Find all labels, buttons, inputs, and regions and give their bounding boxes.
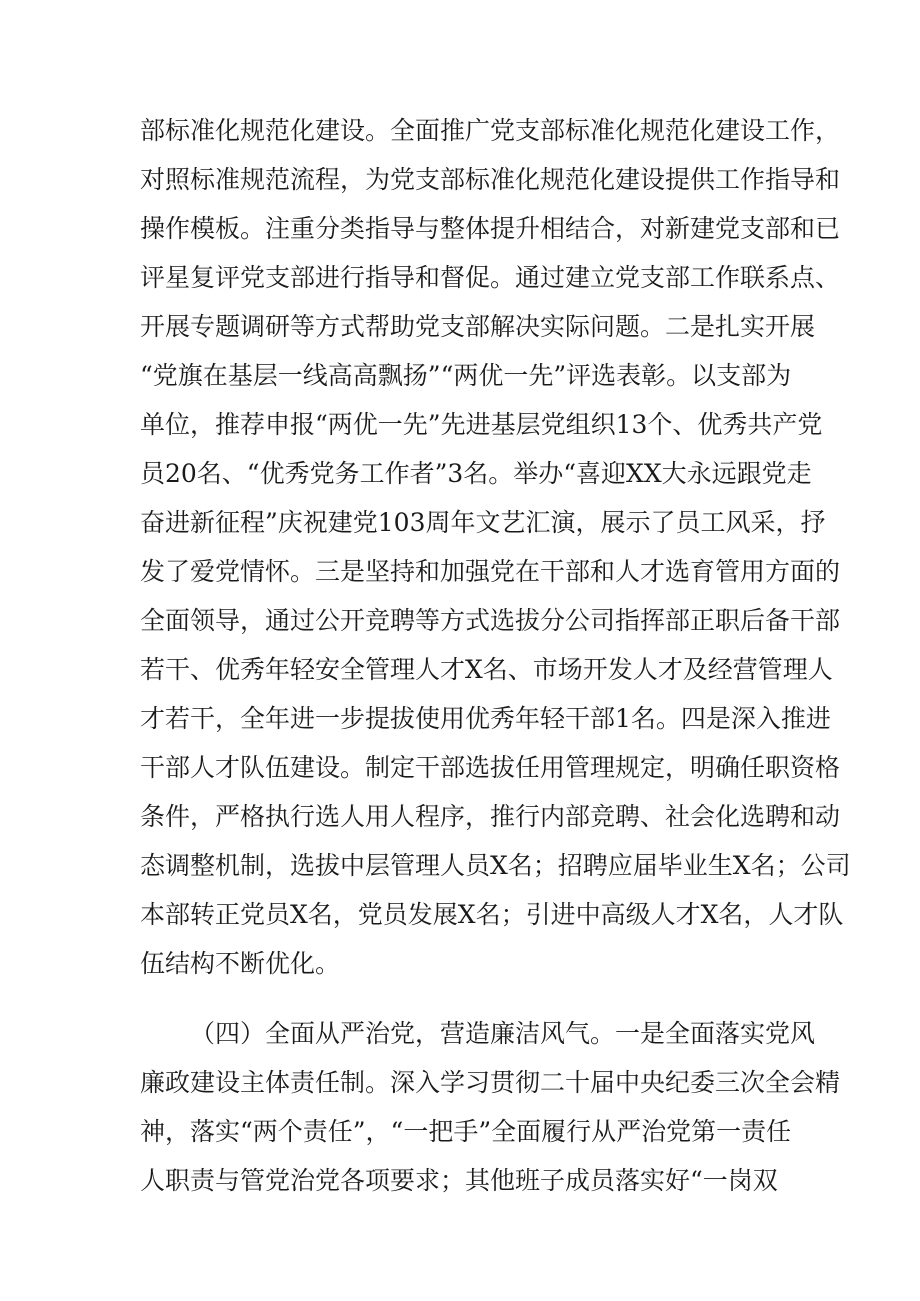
text-line: 部标准化规范化建设。全面推广党支部标准化规范化建设工作， — [140, 116, 841, 145]
text-line: 伍结构不断优化。 — [140, 949, 341, 978]
text-line: 神，落实“两个责任”，“一把手”全面履行从严治党第一责任 — [140, 1117, 792, 1146]
text-line: 单位，推荐申报“两优一先”先进基层党组织13个、优秀共产党 — [140, 410, 823, 439]
text-line: 本部转正党员X名，党员发展X名；引进中高级人才X名，人才队 — [140, 900, 844, 929]
text-line: 态调整机制，选拔中层管理人员X名；招聘应届毕业生X名；公司 — [140, 851, 851, 880]
text-line: 操作模板。注重分类指导与整体提升相结合，对新建党支部和已 — [140, 214, 841, 243]
text-line: 开展专题调研等方式帮助党支部解决实际问题。二是扎实开展 — [140, 312, 816, 341]
paragraph-2 — [140, 1009, 841, 1205]
text-line: “党旗在基层一线高高飘扬”“两优一先”评选表彰。以支部为 — [140, 361, 792, 390]
text-line: 对照标准规范流程，为党支部标准化规范化建设提供工作指导和 — [140, 165, 841, 194]
text-line: 评星复评党支部进行指导和督促。通过建立党支部工作联系点、 — [140, 263, 841, 292]
text-line: 员20名、“优秀党务工作者”3名。举办“喜迎XX大永远跟党走 — [140, 459, 812, 488]
paragraph-1 — [140, 106, 851, 988]
text-line: 奋进新征程”庆祝建党103周年文艺汇演，展示了员工风采，抒 — [140, 508, 826, 537]
body-text — [140, 106, 851, 1205]
text-line: （四）全面从严治党，营造廉洁风气。一是全面落实党风 — [190, 1019, 816, 1048]
text-line: 条件，严格执行选人用人程序，推行内部竞聘、社会化选聘和动 — [140, 802, 841, 831]
text-line: 全面领导，通过公开竞聘等方式选拔分公司指挥部正职后备干部 — [140, 606, 841, 635]
text-line: 干部人才队伍建设。制定干部选拔任用管理规定，明确任职资格 — [140, 753, 841, 782]
text-line: 若干、优秀年轻安全管理人才X名、市场开发人才及经营管理人 — [140, 655, 833, 684]
text-line: 人职责与管党治党各项要求；其他班子成员落实好“一岗双 — [140, 1166, 778, 1195]
text-line: 发了爱党情怀。三是坚持和加强党在干部和人才选育管用方面的 — [140, 557, 841, 586]
text-line: 廉政建设主体责任制。深入学习贯彻二十届中央纪委三次全会精 — [140, 1068, 841, 1097]
text-line: 才若干，全年进一步提拔使用优秀年轻干部1名。四是深入推进 — [140, 704, 831, 733]
